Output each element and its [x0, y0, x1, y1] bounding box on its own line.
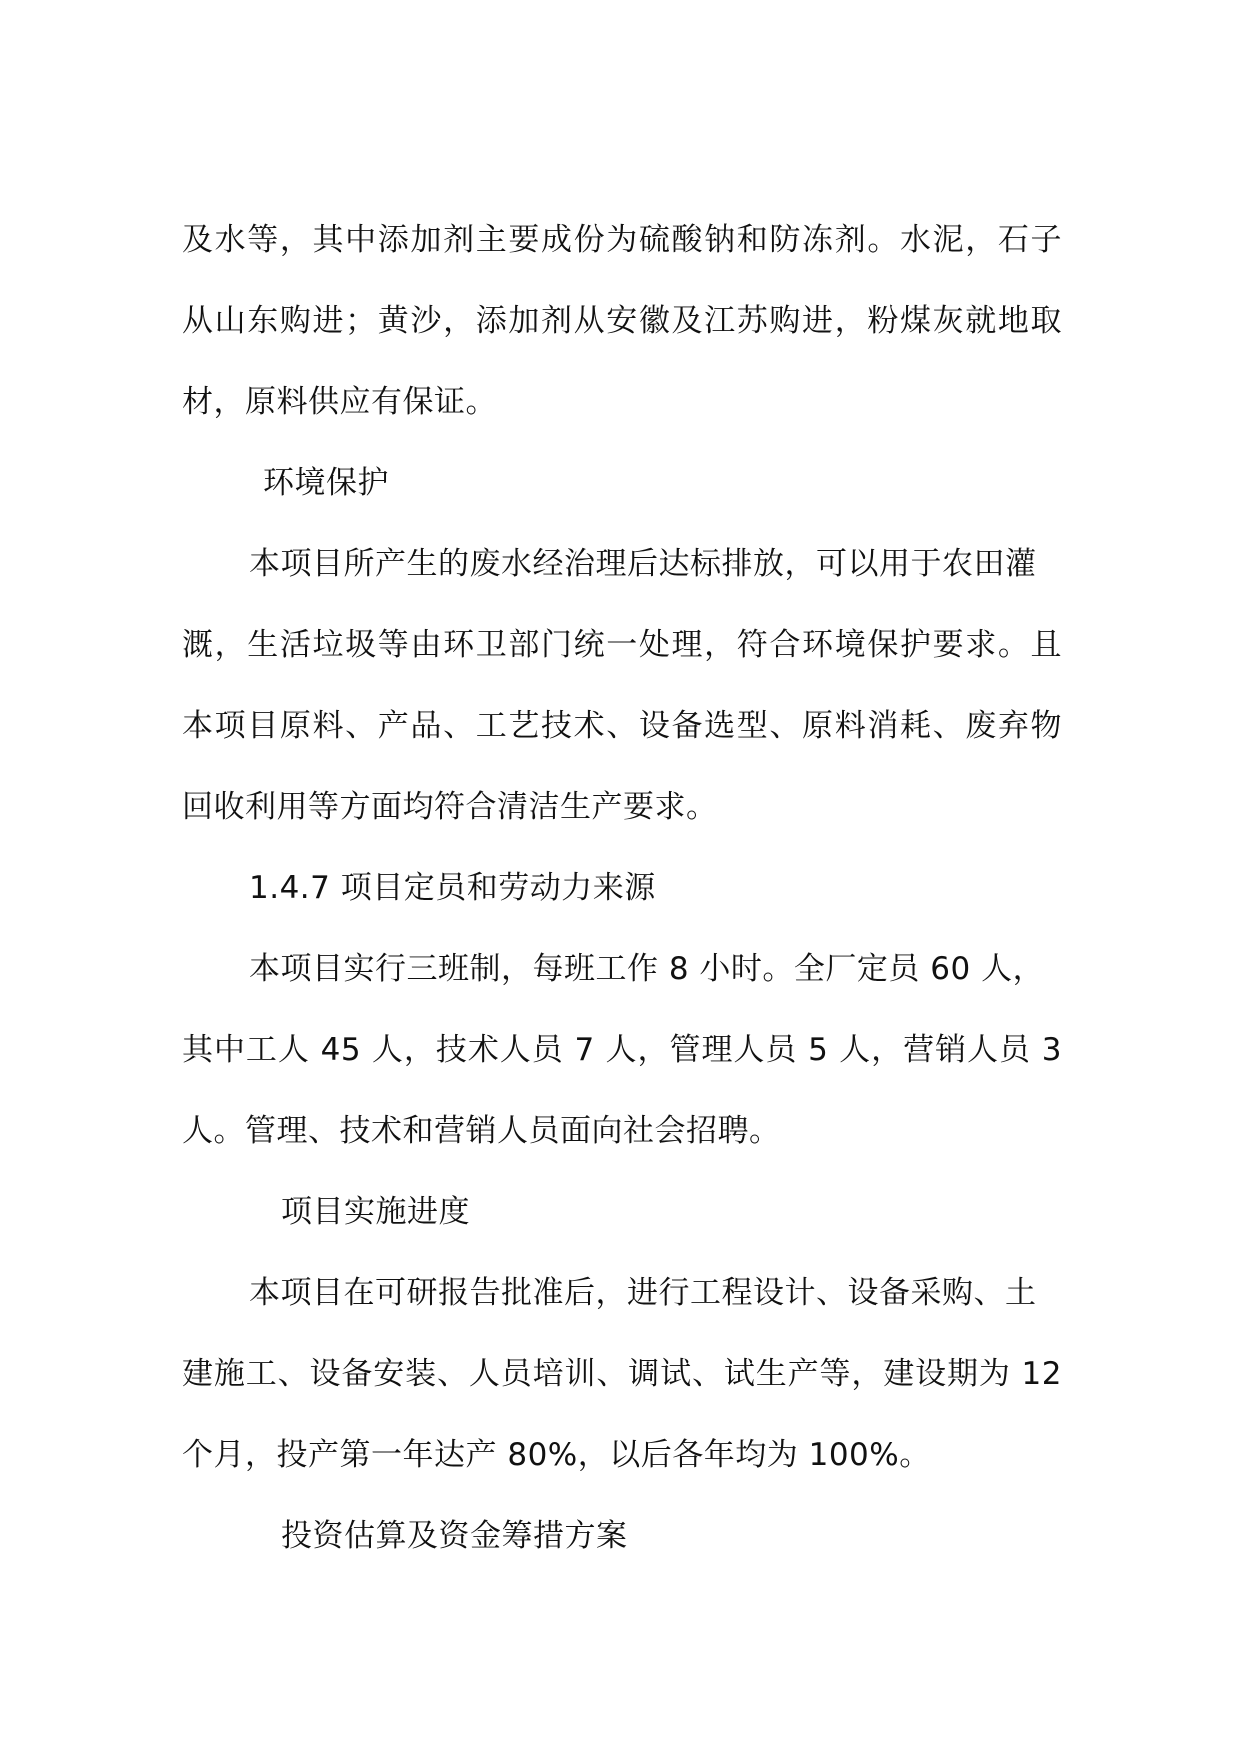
section-heading-environment: 环境保护: [263, 465, 389, 501]
paragraph-line: 及水等，其中添加剂主要成份为硫酸钠和防冻剂。水泥，石子: [182, 222, 1062, 258]
paragraph-line: 本项目原料、产品、工艺技术、设备选型、原料消耗、废弃物: [182, 708, 1062, 744]
paragraph-line: 溉，生活垃圾等由环卫部门统一处理，符合环境保护要求。且: [182, 627, 1062, 663]
section-heading-investment: 投资估算及资金筹措方案: [281, 1518, 628, 1554]
paragraph-line: 本项目实行三班制，每班工作 8 小时。全厂定员 60 人，: [249, 951, 1045, 987]
paragraph-line: 其中工人 45 人，技术人员 7 人，管理人员 5 人，营销人员 3: [182, 1032, 1062, 1068]
paragraph-line: 回收利用等方面均符合清洁生产要求。: [182, 789, 718, 825]
paragraph-line: 材，原料供应有保证。: [182, 384, 497, 420]
paragraph-line: 人。管理、技术和营销人员面向社会招聘。: [182, 1113, 781, 1149]
paragraph-line: 本项目所产生的废水经治理后达标排放，可以用于农田灌: [249, 546, 1037, 582]
section-heading-schedule: 项目实施进度: [281, 1194, 470, 1230]
paragraph-line: 个月，投产第一年达产 80%，以后各年均为 100%。: [182, 1437, 931, 1473]
paragraph-line: 本项目在可研报告批准后，进行工程设计、设备采购、土: [249, 1275, 1037, 1311]
section-heading-staffing: 1.4.7 项目定员和劳动力来源: [249, 870, 656, 906]
paragraph-line: 建施工、设备安装、人员培训、调试、试生产等，建设期为 12: [182, 1356, 1062, 1392]
paragraph-line: 从山东购进；黄沙，添加剂从安徽及江苏购进，粉煤灰就地取: [182, 303, 1062, 339]
